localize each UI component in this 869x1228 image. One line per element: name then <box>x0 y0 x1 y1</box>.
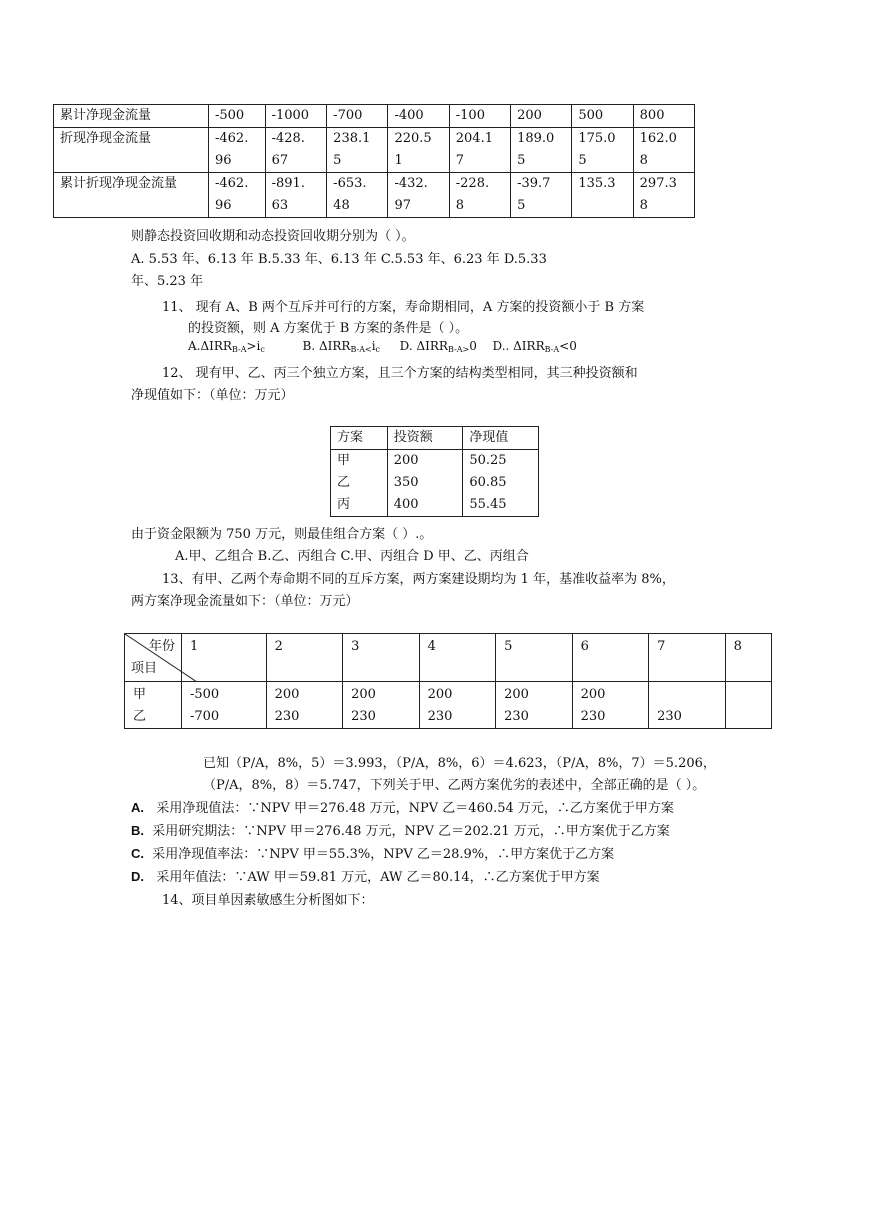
year-header: 6 <box>572 634 649 682</box>
investment-table <box>330 426 539 517</box>
yi-value: -700 <box>190 709 220 724</box>
table-cell: 乙 <box>331 472 388 494</box>
table-cell: 297.3 8 <box>633 173 694 218</box>
table-cell: 350 <box>387 472 463 494</box>
table-row <box>331 472 539 494</box>
table-cell: 200 <box>511 105 572 128</box>
q13-known-line1: 已知（P/A，8%，5）＝3.993，（P/A，8%，6）＝4.623，（P/A，8%，7）＝5.206， <box>203 756 716 771</box>
table-cell: 60.85 <box>463 472 539 494</box>
yi-value: 230 <box>274 709 300 724</box>
jia-value <box>657 684 717 706</box>
table-cell: 162.0 8 <box>633 128 694 173</box>
table-row <box>331 494 539 517</box>
q10-stem: 则静态投资回收期和动态投资回收期分别为（ ）。 <box>131 229 415 244</box>
table-header-row <box>331 427 539 450</box>
jia-value: -500 <box>190 687 220 702</box>
row-label: 累计折现净现金流量 <box>54 173 209 218</box>
q13-option-a: A. 采用净现值法：∵NPV 甲＝276.48 万元，NPV 乙＝460.54 万元，∴乙方案优于甲方案 <box>131 800 674 816</box>
yi-value: 230 <box>657 709 682 724</box>
table-row <box>54 128 695 173</box>
q11-line1: 11、 现有 A、B 两个互斥并可行的方案，寿命期相同，A 方案的投资额小于 B 方案 <box>162 300 645 315</box>
yi-value <box>734 706 763 728</box>
q11-line2: 的投资额，则 A 方案优于 B 方案的条件是（ ）。 <box>188 321 469 336</box>
q13-option-d: D. 采用年值法：∵AW 甲＝59.81 万元，AW 乙＝80.14，∴乙方案优于甲方案 <box>131 869 600 885</box>
jia-value: 200 <box>504 687 529 702</box>
table-cell: -100 <box>449 105 510 128</box>
table-cell: 500 <box>572 105 633 128</box>
table-cell: 220.5 1 <box>388 128 449 173</box>
table-cell: 175.0 5 <box>572 128 633 173</box>
yi-value: 230 <box>504 709 529 724</box>
q12-line1: 12、 现有甲、乙、丙三个独立方案，且三个方案的结构类型相同，其三种投资额和 <box>162 366 638 381</box>
q11-options <box>188 339 577 354</box>
table-cell <box>182 682 267 729</box>
table-row <box>125 682 772 729</box>
table-cell: 55.45 <box>463 494 539 517</box>
row-label: 累计净现金流量 <box>54 105 209 128</box>
q13-line2: 两方案净现金流量如下：（单位：万元） <box>131 594 359 609</box>
q12-line2: 净现值如下：（单位：万元） <box>131 388 294 403</box>
q14-line1: 14、项目单因素敏感生分析图如下： <box>162 893 374 908</box>
row-labels: 甲 乙 <box>125 682 182 729</box>
q13-line1: 13、有甲、乙两个寿命期不同的互斥方案，两方案建设期均为 1 年，基准收益率为 8%， <box>162 572 675 587</box>
corner-item-label: 项目 <box>131 661 158 676</box>
table-cell: 800 <box>633 105 694 128</box>
table-cell: 238.1 5 <box>327 128 388 173</box>
table-cell: 甲 <box>331 450 388 473</box>
jia-value: 200 <box>274 687 300 702</box>
table-cell: 189.0 5 <box>511 128 572 173</box>
table-cell: -700 <box>327 105 388 128</box>
q13-known-line2: （P/A，8%，8）＝5.747，下列关于甲、乙两方案优劣的表述中，全部正确的是（ ）。 <box>203 778 706 793</box>
jia-value <box>734 684 763 706</box>
table-cell <box>419 682 496 729</box>
table-cell: -462. 96 <box>209 173 266 218</box>
corner-year-label: 年份 <box>148 639 175 654</box>
table-cell: -228. 8 <box>449 173 510 218</box>
table-cell: 204.1 7 <box>449 128 510 173</box>
q10-options-line1: A. 5.53 年、6.13 年 B.5.33 年、6.13 年 C.5.53 年、6.23 年 D.5.33 <box>131 252 547 267</box>
table-row <box>54 105 695 128</box>
table-cell <box>725 682 771 729</box>
q12-after: 由于资金限额为 750 万元，则最佳组合方案（ ）.。 <box>131 527 433 542</box>
table-cell: -891. 63 <box>265 173 327 218</box>
table-cell <box>496 682 573 729</box>
q13-option-c: C. 采用净现值率法：∵NPV 甲＝55.3%，NPV 乙＝28.9%，∴甲方案优于乙方案 <box>131 846 615 862</box>
year-header: 3 <box>343 634 420 682</box>
q12-options: A.甲、乙组合 B.乙、丙组合 C.甲、丙组合 D 甲、乙、丙组合 <box>175 549 529 564</box>
jia-value: 200 <box>351 687 376 702</box>
table-cell <box>343 682 420 729</box>
table-cell: 400 <box>387 494 463 517</box>
year-header: 7 <box>649 634 726 682</box>
table-cell: 丙 <box>331 494 388 517</box>
column-header: 投资额 <box>387 427 463 450</box>
table-cell: -400 <box>388 105 449 128</box>
table-cell <box>266 682 343 729</box>
table-cell: -500 <box>209 105 266 128</box>
table-cell: -653. 48 <box>327 173 388 218</box>
cash-flow-table-2 <box>124 633 772 729</box>
table-cell: -1000 <box>265 105 327 128</box>
table-cell: 50.25 <box>463 450 539 473</box>
table-cell: 135.3 <box>572 173 633 218</box>
table-cell: -462. 96 <box>209 128 266 173</box>
column-header: 净现值 <box>463 427 539 450</box>
table-row <box>54 173 695 218</box>
table-cell: -428. 67 <box>265 128 327 173</box>
jia-value: 200 <box>427 687 453 702</box>
q11-option-d: D.. $\Delta IRR_{B-A}<0$ <box>492 339 577 354</box>
yi-value: 230 <box>427 709 453 724</box>
year-header: 8 <box>725 634 771 682</box>
year-header: 2 <box>266 634 343 682</box>
row-label: 折现净现金流量 <box>54 128 209 173</box>
table-cell <box>649 682 726 729</box>
yi-value: 230 <box>351 709 376 724</box>
q11-option-a: $A.\Delta IRR_{B-A}>i_c$ <box>188 339 265 354</box>
year-header: 1 <box>182 634 267 682</box>
table-row <box>331 450 539 473</box>
table-cell: -39.7 5 <box>511 173 572 218</box>
q11-option-c: D. $\Delta IRR_{B-A>}0$ <box>399 339 477 354</box>
column-header: 方案 <box>331 427 388 450</box>
q11-option-b: B. $\Delta IRR_{B-A<}i_c$ <box>302 339 381 354</box>
table-cell: 200 <box>387 450 463 473</box>
table-cell <box>572 682 649 729</box>
table-cell: -432. 97 <box>388 173 449 218</box>
q10-options-line2: 年、5.23 年 <box>131 274 204 289</box>
year-header: 5 <box>496 634 573 682</box>
year-header: 4 <box>419 634 496 682</box>
q13-option-b: B. 采用研究期法：∵NPV 甲＝276.48 万元，NPV 乙＝202.21 万元，∴甲方案优于乙方案 <box>131 823 670 839</box>
cash-flow-table <box>53 104 695 218</box>
yi-value: 230 <box>580 709 606 724</box>
jia-value: 200 <box>580 687 606 702</box>
corner-header <box>125 634 182 682</box>
